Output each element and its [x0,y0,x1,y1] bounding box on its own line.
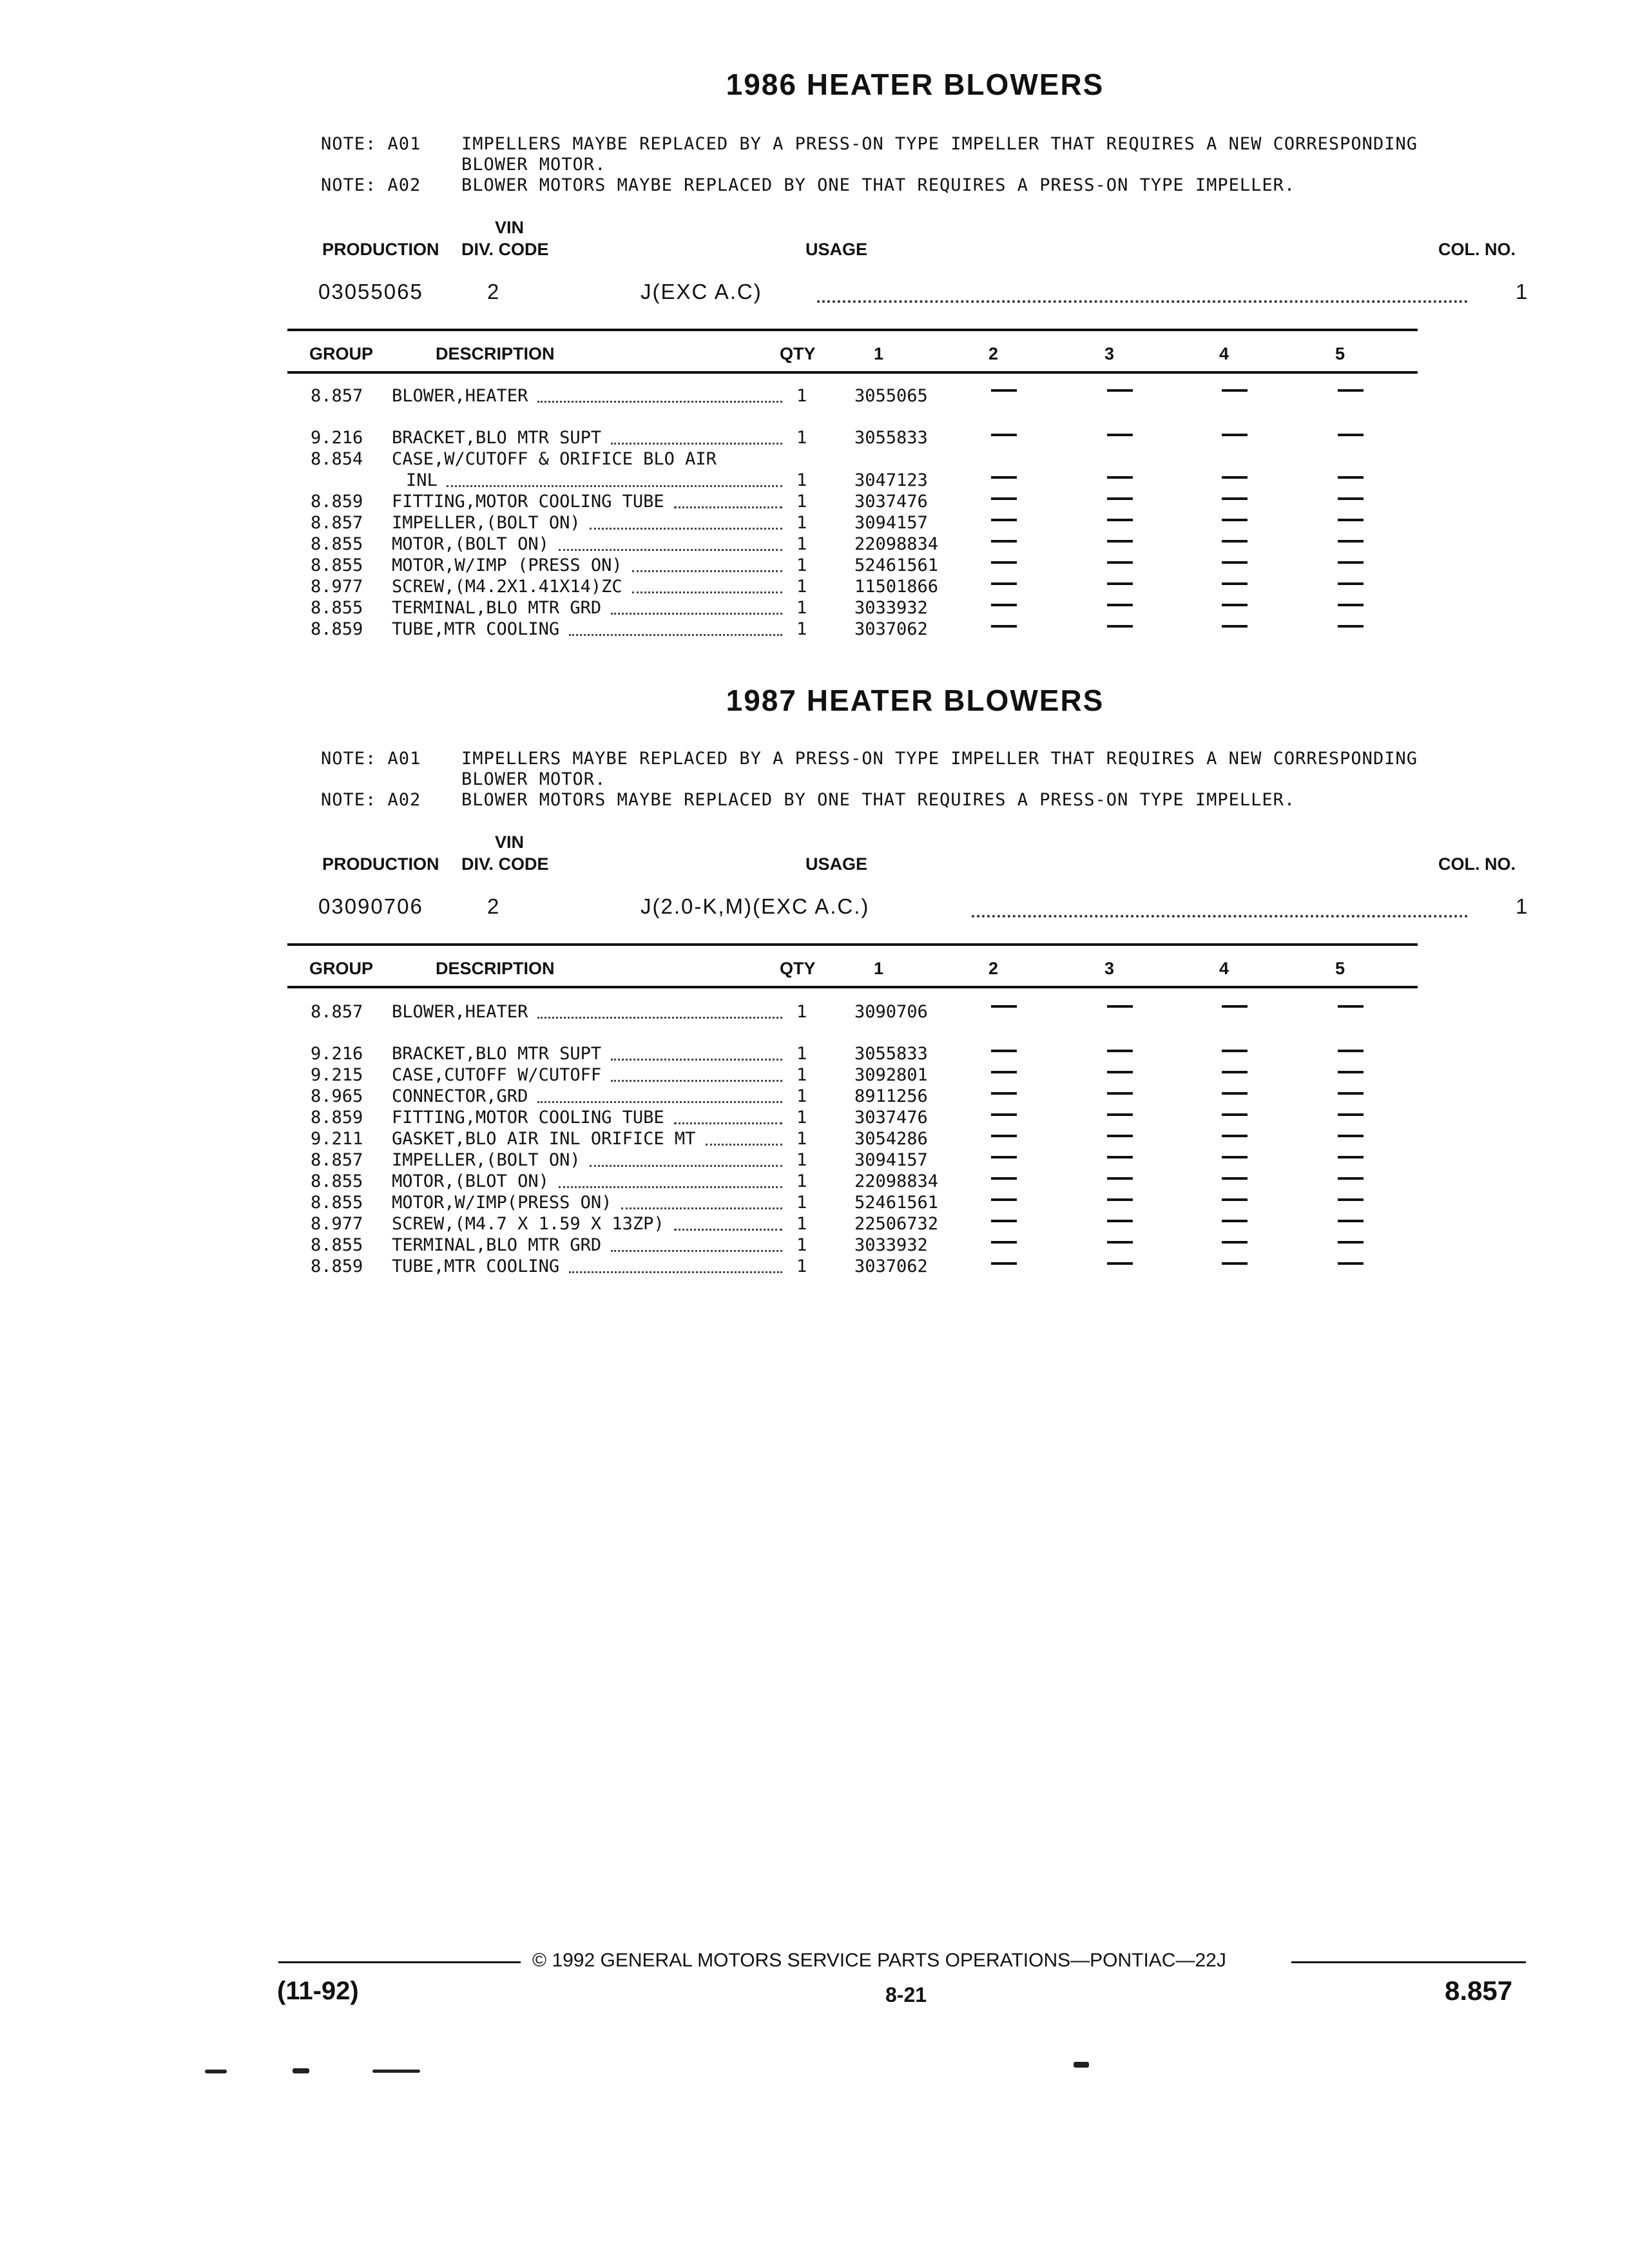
group-cell: 8.855 [311,598,363,618]
group-cell: 8.859 [311,1256,363,1276]
part-number-cell: 22098834 [854,534,939,554]
part-number-cell: 8911256 [854,1086,928,1106]
scan-mark [372,2070,420,2073]
qty-cell: 1 [796,1256,807,1276]
empty-column-dash [991,519,1017,521]
part-number-cell: 3037476 [854,492,928,512]
empty-column-dash [991,561,1017,564]
empty-column-dash [1338,1177,1364,1180]
empty-column-dash [991,1135,1017,1137]
dot-leader [621,1206,782,1209]
group-cell: 9.215 [311,1065,363,1085]
empty-column-dash [1107,1071,1133,1073]
dot-leader [674,1227,782,1231]
description-cell: BRACKET,BLO MTR SUPT [392,428,602,448]
col-header-4: 4 [1219,959,1229,978]
empty-column-dash [1107,1177,1133,1180]
part-number-cell: 3055833 [854,1044,928,1064]
col-header-group: GROUP [309,959,374,978]
table-row [0,1128,1629,1149]
empty-column-dash [991,1198,1017,1201]
table-row [0,619,1629,640]
empty-column-dash [1338,1005,1364,1008]
table-row [0,1213,1629,1235]
empty-column-dash [1222,1156,1248,1158]
production-number: 03090706 [318,894,423,918]
note-text: IMPELLERS MAYBE REPLACED BY A PRESS-ON TYPE IMPELLER THAT REQUIRES A NEW CORRESPONDING BLOWER MOTOR. [461,134,1418,175]
dot-leader [632,569,782,572]
dot-leader [817,298,1468,303]
scan-mark [205,2070,227,2073]
empty-column-dash [991,1092,1017,1095]
empty-column-dash [1107,604,1133,606]
table-header-rule [287,371,1418,374]
div-code-value: 2 [487,280,501,303]
empty-column-dash [1338,1092,1364,1095]
group-cell: 8.857 [311,1002,363,1022]
usage-value: J(2.0-K,M)(EXC A.C.) [641,894,870,918]
empty-column-dash [1222,1135,1248,1137]
dot-leader [632,590,782,593]
section-title: 1986 HEATER BLOWERS [726,68,1104,101]
qty-cell: 1 [796,1065,807,1085]
table-row [0,512,1629,533]
qty-cell: 1 [796,470,807,490]
empty-column-dash [1107,389,1133,392]
footer-rule-left [278,1961,521,1963]
empty-column-dash [1222,497,1248,500]
col-header-1: 1 [874,344,884,363]
empty-column-dash [1222,1262,1248,1265]
empty-column-dash [1338,1262,1364,1265]
empty-column-dash [1338,540,1364,543]
part-number-cell: 3092801 [854,1065,928,1085]
col-header-qty: QTY [780,344,816,363]
scan-mark [293,2068,309,2073]
empty-column-dash [1222,1177,1248,1180]
empty-column-dash [1222,389,1248,392]
col-header-5: 5 [1335,344,1345,363]
table-row [0,1001,1629,1023]
empty-column-dash [1222,1241,1248,1244]
empty-column-dash [1338,434,1364,436]
empty-column-dash [1107,582,1133,585]
note-label: NOTE: A02 [321,175,421,195]
col-header-5: 5 [1335,959,1345,978]
description-cell: TUBE,MTR COOLING [392,1256,560,1276]
empty-column-dash [1107,1198,1133,1201]
group-cell: 8.854 [311,449,363,469]
part-number-cell: 3033932 [854,598,928,618]
qty-cell: 1 [796,492,807,512]
group-cell: 8.857 [311,386,363,406]
dot-leader [972,912,1468,918]
div-code-header: DIV. CODE [461,854,549,874]
table-row [0,1235,1629,1256]
empty-column-dash [991,582,1017,585]
table-row [0,1171,1629,1192]
qty-cell: 1 [796,577,807,597]
empty-column-dash [1107,497,1133,500]
qty-cell: 1 [796,555,807,575]
table-top-rule [287,943,1418,946]
group-cell: 8.977 [311,577,363,597]
empty-column-dash [991,540,1017,543]
dot-leader [537,399,782,403]
part-number-cell: 3090706 [854,1002,928,1022]
empty-column-dash [1107,1241,1133,1244]
col-header-description: DESCRIPTION [436,959,555,978]
description-cell: MOTOR,W/IMP (PRESS ON) [392,555,622,575]
empty-column-dash [1222,582,1248,585]
description-cell: BLOWER,HEATER [392,386,528,406]
table-row [0,1107,1629,1128]
col-no-header: COL. NO. [1438,854,1516,874]
table-row [0,533,1629,555]
dot-leader [611,1249,782,1252]
production-number: 03055065 [318,280,423,303]
empty-column-dash [1222,1198,1248,1201]
production-header: PRODUCTION [322,240,439,259]
empty-column-dash [1222,1005,1248,1008]
empty-column-dash [1222,519,1248,521]
table-row [0,427,1629,448]
dot-leader [569,1270,782,1273]
dot-leader [447,484,782,487]
description-cell: MOTOR,(BOLT ON) [392,534,549,554]
empty-column-dash [991,1241,1017,1244]
dot-leader [569,633,782,636]
table-top-rule [287,329,1418,331]
qty-cell: 1 [796,1086,807,1106]
description-cell: MOTOR,(BLOT ON) [392,1171,549,1191]
table-row [0,555,1629,576]
empty-column-dash [1338,561,1364,564]
empty-column-dash [1107,1092,1133,1095]
dot-leader [559,548,783,551]
empty-column-dash [991,476,1017,479]
empty-column-dash [1222,625,1248,628]
table-row [0,576,1629,597]
empty-column-dash [1222,476,1248,479]
table-header-rule [287,986,1418,988]
dot-leader [537,1100,782,1103]
qty-cell: 1 [796,513,807,533]
description-cell: BRACKET,BLO MTR SUPT [392,1044,602,1064]
production-header: PRODUCTION [322,854,439,874]
description-cell-continued: INL [406,470,438,490]
qty-cell: 1 [796,1108,807,1128]
col-header-qty: QTY [780,959,816,978]
empty-column-dash [1107,1050,1133,1052]
empty-column-dash [1222,1092,1248,1095]
part-number-cell: 3037062 [854,1256,928,1276]
part-number-cell: 52461561 [854,555,939,575]
description-cell: CASE,W/CUTOFF & ORIFICE BLO AIR [392,449,717,469]
group-cell: 8.857 [311,1150,363,1170]
table-row [0,491,1629,512]
dot-leader [706,1142,782,1146]
qty-cell: 1 [796,1129,807,1149]
empty-column-dash [1107,434,1133,436]
group-cell: 8.859 [311,1108,363,1128]
part-number-cell: 3055065 [854,386,928,406]
section-title: 1987 HEATER BLOWERS [726,684,1104,717]
empty-column-dash [1338,582,1364,585]
group-cell: 8.859 [311,619,363,639]
empty-column-dash [1222,540,1248,543]
part-number-cell: 3055833 [854,428,928,448]
empty-column-dash [1338,1050,1364,1052]
qty-cell: 1 [796,619,807,639]
empty-column-dash [991,1050,1017,1052]
table-row [0,1064,1629,1086]
empty-column-dash [1222,434,1248,436]
empty-column-dash [1338,625,1364,628]
col-no-header: COL. NO. [1438,240,1516,259]
part-number-cell: 3037062 [854,619,928,639]
description-cell: TERMINAL,BLO MTR GRD [392,1235,602,1255]
description-cell: SCREW,(M4.2X1.41X14)ZC [392,577,622,597]
part-number-cell: 11501866 [854,577,939,597]
empty-column-dash [991,497,1017,500]
table-row [0,597,1629,619]
qty-cell: 1 [796,1044,807,1064]
empty-column-dash [1338,1220,1364,1222]
empty-column-dash [1338,519,1364,521]
qty-cell: 1 [796,534,807,554]
group-cell: 9.211 [311,1129,363,1149]
group-cell: 8.855 [311,1193,363,1213]
empty-column-dash [1222,1113,1248,1116]
empty-column-dash [1222,1071,1248,1073]
note-text: IMPELLERS MAYBE REPLACED BY A PRESS-ON TYPE IMPELLER THAT REQUIRES A NEW CORRESPONDING BLOWER MOTOR. [461,749,1418,789]
usage-value: J(EXC A.C) [641,280,762,303]
empty-column-dash [1107,1156,1133,1158]
group-cell: 8.855 [311,1171,363,1191]
part-number-cell: 22506732 [854,1214,939,1234]
empty-column-dash [991,389,1017,392]
col-no-value: 1 [1516,280,1529,303]
table-row [0,385,1629,407]
empty-column-dash [1338,1198,1364,1201]
qty-cell: 1 [796,1171,807,1191]
dot-leader [590,526,782,530]
empty-column-dash [1222,604,1248,606]
footer-section-number: 8.857 [1445,1975,1513,2006]
group-cell: 8.857 [311,513,363,533]
description-cell: MOTOR,W/IMP(PRESS ON) [392,1193,612,1213]
div-code-header: DIV. CODE [461,240,549,259]
description-cell: FITTING,MOTOR COOLING TUBE [392,1108,664,1128]
empty-column-dash [1338,476,1364,479]
note-text: BLOWER MOTORS MAYBE REPLACED BY ONE THAT REQUIRES A PRESS-ON TYPE IMPELLER. [461,790,1296,810]
description-cell: CONNECTOR,GRD [392,1086,528,1106]
table-row [0,1086,1629,1107]
empty-column-dash [1338,1241,1364,1244]
empty-column-dash [1107,1113,1133,1116]
empty-column-dash [1338,1071,1364,1073]
col-header-1: 1 [874,959,884,978]
description-cell: TERMINAL,BLO MTR GRD [392,598,602,618]
empty-column-dash [991,1220,1017,1222]
description-cell: IMPELLER,(BOLT ON) [392,1150,581,1170]
empty-column-dash [1107,540,1133,543]
empty-column-dash [1107,561,1133,564]
div-code-value: 2 [487,894,501,918]
table-row [0,1256,1629,1277]
empty-column-dash [991,1071,1017,1073]
footer-rule-right [1291,1961,1526,1963]
qty-cell: 1 [796,1214,807,1234]
empty-column-dash [1338,604,1364,606]
empty-column-dash [991,1113,1017,1116]
table-row [0,448,1629,490]
usage-header: USAGE [805,854,868,874]
col-header-3: 3 [1104,344,1115,363]
empty-column-dash [991,434,1017,436]
description-cell: TUBE,MTR COOLING [392,619,560,639]
dot-leader [611,611,782,615]
qty-cell: 1 [796,1002,807,1022]
part-number-cell: 3037476 [854,1108,928,1128]
dot-leader [537,1015,782,1019]
note-label: NOTE: A02 [321,790,421,810]
part-number-cell: 3033932 [854,1235,928,1255]
dot-leader [559,1185,783,1188]
empty-column-dash [991,1177,1017,1180]
description-cell: SCREW,(M4.7 X 1.59 X 13ZP) [392,1214,664,1234]
dot-leader [674,1121,782,1124]
dot-leader [611,1057,782,1061]
usage-header: USAGE [805,240,868,259]
empty-column-dash [1107,1220,1133,1222]
description-cell: GASKET,BLO AIR INL ORIFICE MT [392,1129,696,1149]
qty-cell: 1 [796,1235,807,1255]
empty-column-dash [1222,561,1248,564]
table-row [0,1149,1629,1171]
description-cell: BLOWER,HEATER [392,1002,528,1022]
part-number-cell: 3094157 [854,1150,928,1170]
dot-leader [611,1079,782,1082]
part-number-cell: 3094157 [854,513,928,533]
dot-leader [674,505,782,508]
scan-mark [1074,2062,1089,2068]
group-cell: 8.855 [311,1235,363,1255]
empty-column-dash [1222,1220,1248,1222]
part-number-cell: 3054286 [854,1129,928,1149]
footer-date: (11-92) [277,1977,359,2005]
empty-column-dash [1107,1005,1133,1008]
col-header-2: 2 [988,959,999,978]
empty-column-dash [991,1262,1017,1265]
qty-cell: 1 [796,1193,807,1213]
empty-column-dash [991,1156,1017,1158]
description-cell: CASE,CUTOFF W/CUTOFF [392,1065,602,1085]
empty-column-dash [1107,625,1133,628]
empty-column-dash [1338,389,1364,392]
col-no-value: 1 [1516,894,1529,918]
qty-cell: 1 [796,386,807,406]
note-label: NOTE: A01 [321,749,421,769]
empty-column-dash [991,604,1017,606]
empty-column-dash [1338,497,1364,500]
vin-header: VIN [495,218,525,237]
qty-cell: 1 [796,428,807,448]
description-cell: IMPELLER,(BOLT ON) [392,513,581,533]
col-header-group: GROUP [309,344,374,363]
group-cell: 8.977 [311,1214,363,1234]
empty-column-dash [1107,519,1133,521]
table-row [0,1192,1629,1213]
table-row [0,1043,1629,1064]
empty-column-dash [991,625,1017,628]
empty-column-dash [1222,1050,1248,1052]
note-text: BLOWER MOTORS MAYBE REPLACED BY ONE THAT REQUIRES A PRESS-ON TYPE IMPELLER. [461,175,1296,195]
empty-column-dash [1107,1262,1133,1265]
description-cell: FITTING,MOTOR COOLING TUBE [392,492,664,512]
qty-cell: 1 [796,598,807,618]
note-label: NOTE: A01 [321,134,421,154]
qty-cell: 1 [796,1150,807,1170]
part-number-cell: 3047123 [854,470,928,490]
col-header-description: DESCRIPTION [436,344,555,363]
group-cell: 9.216 [311,428,363,448]
group-cell: 8.855 [311,555,363,575]
col-header-4: 4 [1219,344,1229,363]
part-number-cell: 52461561 [854,1193,939,1213]
col-header-2: 2 [988,344,999,363]
part-number-cell: 22098834 [854,1171,939,1191]
dot-leader [611,441,782,445]
footer-page-number: 8-21 [885,1983,927,2006]
group-cell: 8.965 [311,1086,363,1106]
group-cell: 8.855 [311,534,363,554]
empty-column-dash [1107,476,1133,479]
empty-column-dash [1338,1135,1364,1137]
empty-column-dash [991,1005,1017,1008]
vin-header: VIN [495,832,525,852]
footer-copyright: © 1992 GENERAL MOTORS SERVICE PARTS OPERATIONS—PONTIAC—22J [532,1950,1226,1971]
col-header-3: 3 [1104,959,1115,978]
dot-leader [590,1164,782,1167]
empty-column-dash [1338,1113,1364,1116]
group-cell: 9.216 [311,1044,363,1064]
empty-column-dash [1338,1156,1364,1158]
empty-column-dash [1107,1135,1133,1137]
group-cell: 8.859 [311,492,363,512]
